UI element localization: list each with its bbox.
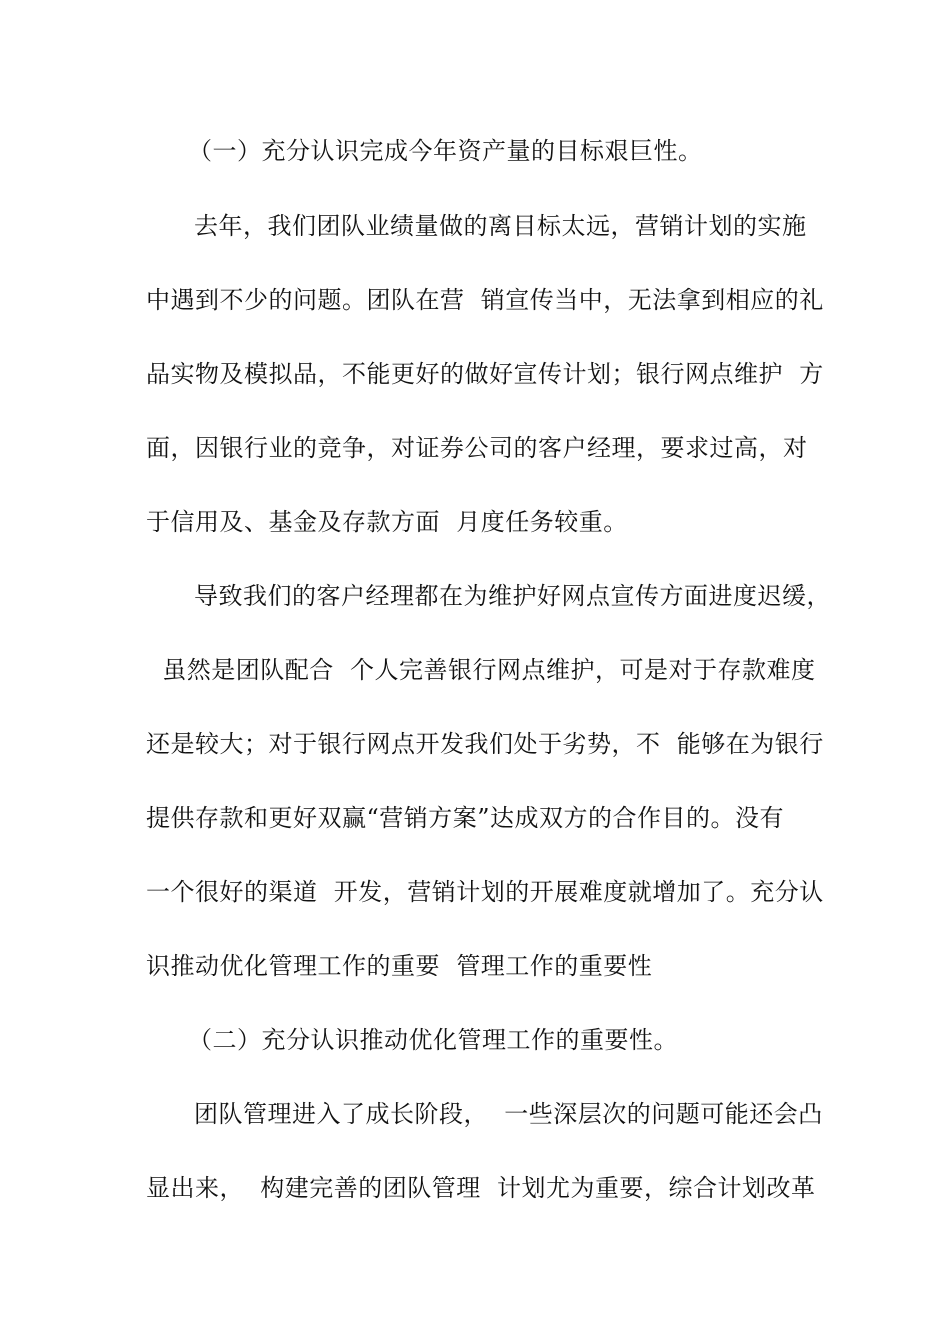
paragraph-line: 去年，我们团队业绩量做的离目标太远，营销计划的实施 (194, 212, 807, 240)
paragraph-line: 还是较大；对于银行网点开发我们处于劣势，不 能够在为银行 (146, 730, 824, 758)
paragraph-line: 一个很好的渠道 开发，营销计划的开展难度就增加了。充分认 (146, 878, 824, 906)
paragraph-line: 中遇到不少的问题。团队在营 销宣传当中，无法拿到相应的礼 (146, 286, 824, 314)
section-heading-1: （一）充分认识完成今年资产量的目标艰巨性。 (188, 137, 703, 165)
paragraph-line: 团队管理进入了成长阶段， 一些深层次的问题可能还会凸 (194, 1100, 823, 1128)
paragraph-line: 识推动优化管理工作的重要 管理工作的重要性 (146, 952, 653, 980)
section-heading-2: （二）充分认识推动优化管理工作的重要性。 (188, 1026, 678, 1054)
paragraph-line: 面，因银行业的竞争，对证券公司的客户经理，要求过高，对 (146, 434, 808, 462)
paragraph-line: 显出来， 构建完善的团队管理 计划尤为重要，综合计划改革 (146, 1174, 816, 1202)
paragraph-line: 品实物及模拟品，不能更好的做好宣传计划；银行网点维护 方 (146, 360, 824, 388)
paragraph-line: 虽然是团队配合 个人完善银行网点维护，可是对于存款难度 (146, 656, 816, 684)
paragraph-line: 提供存款和更好双赢“营销方案”达成双方的合作目的。没有 (146, 804, 785, 832)
paragraph-line: 导致我们的客户经理都在为维护好网点宣传方面进度迟缓， (194, 582, 831, 610)
paragraph-line: 于信用及、基金及存款方面 月度任务较重。 (146, 508, 628, 536)
